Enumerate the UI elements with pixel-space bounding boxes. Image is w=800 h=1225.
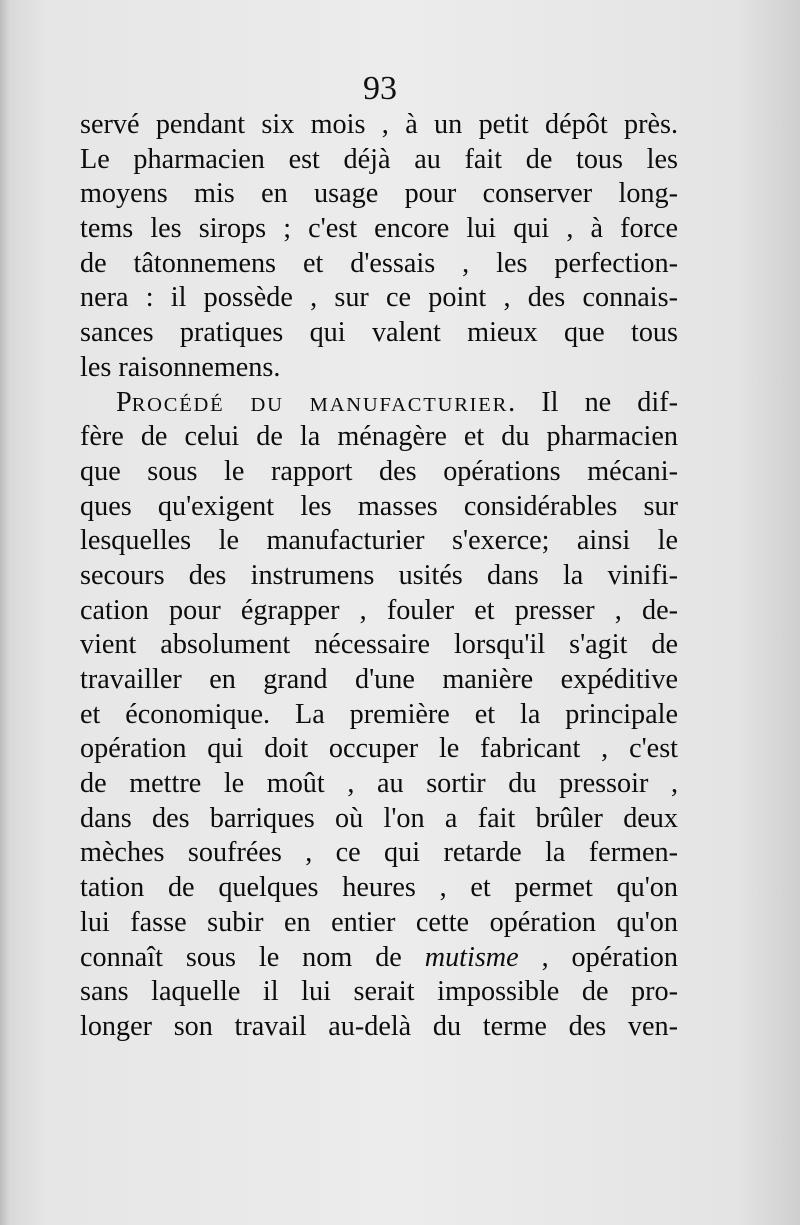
text-line: de mettre le moût , au sortir du pressoir , xyxy=(80,768,678,800)
body-text xyxy=(80,108,678,1045)
heading-initial: P xyxy=(116,386,132,418)
text-segment: , opération xyxy=(518,941,678,973)
text-line: sances pratiques qui valent mieux que tous xyxy=(80,317,678,349)
text-line: Le pharmacien est déjà au fait de tous les xyxy=(80,143,678,175)
text-line: les raisonnemens. xyxy=(80,351,281,383)
text-line: moyens mis en usage pour conserver long- xyxy=(80,178,678,210)
text-line: longer son travail au-delà du terme des ven- xyxy=(80,1010,678,1042)
text-line: et économique. La première et la principale xyxy=(80,698,678,730)
text-line: que sous le rapport des opérations mécani- xyxy=(80,455,678,487)
text-line: vient absolument nécessaire lorsqu'il s'agit de xyxy=(80,629,678,661)
text-line: mèches soufrées , ce qui retarde la fermen- xyxy=(80,837,678,869)
text-line: sans laquelle il lui serait impossible de pro- xyxy=(80,976,678,1008)
text-line: opération qui doit occuper le fabricant , c'est xyxy=(80,733,678,765)
text-line-mutisme xyxy=(80,941,678,976)
text-segment: connaît sous le nom de xyxy=(80,941,425,973)
page-edge-shadow xyxy=(0,0,10,1225)
text-line: tems les sirops ; c'est encore lui qui , à force xyxy=(80,213,678,245)
text-line: dans des barriques où l'on a fait brûler deux xyxy=(80,802,678,834)
heading-small-caps: ROCÉDÉ DU MANUFACTURIER xyxy=(131,393,509,416)
italic-term: mutisme xyxy=(424,941,519,973)
section-heading-line xyxy=(80,386,678,421)
text-line: de tâtonnemens et d'essais , les perfection- xyxy=(80,247,678,279)
text-line: fère de celui de la ménagère et du pharmacien xyxy=(80,421,678,453)
text-line: servé pendant six mois , à un petit dépôt près. xyxy=(80,109,678,140)
page-number: 93 xyxy=(363,70,397,107)
text-line: travailler en grand d'une manière expéditive xyxy=(80,664,678,695)
text-line: secours des instrumens usités dans la vinifi- xyxy=(80,559,678,591)
text-line: cation pour égrapper , fouler et presser , de- xyxy=(80,594,678,626)
text-line: ques qu'exigent les masses considérables sur xyxy=(80,490,678,522)
heading-continuation: . Il ne dif- xyxy=(508,386,678,418)
text-line: lesquelles le manufacturier s'exerce; ainsi le xyxy=(80,525,678,557)
text-line: nera : il possède , sur ce point , des connais- xyxy=(80,282,678,314)
text-line: lui fasse subir en entier cette opération qu'on xyxy=(80,906,678,938)
text-line: tation de quelques heures , et permet qu'on xyxy=(80,872,678,904)
